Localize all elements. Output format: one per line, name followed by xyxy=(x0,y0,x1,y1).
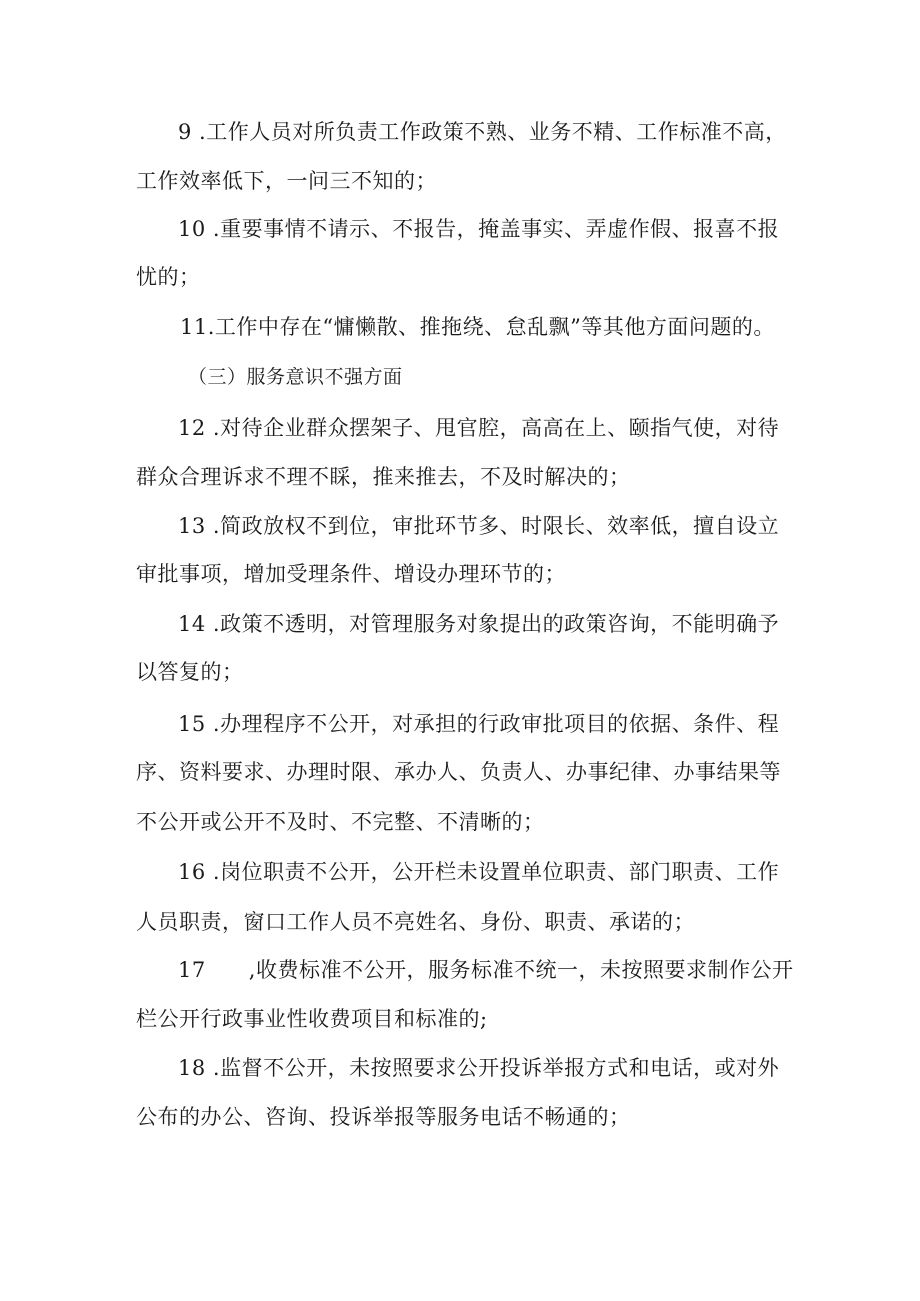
item-12-line-1: 12 .对待企业群众摆架子、甩官腔，高高在上、颐指气使，对待 xyxy=(178,416,780,440)
item-15-line-3: 不公开或公开不及时、不完整、不清晰的； xyxy=(136,810,545,834)
item-17-line-2: 栏公开行政事业性收费项目和标准的; xyxy=(136,1007,488,1031)
item-18-line-2: 公布的办公、咨询、投诉举报等服务电话不畅通的； xyxy=(136,1105,631,1129)
item-16-line-2: 人员职责，窗口工作人员不亮姓名、身份、职责、承诺的； xyxy=(136,910,695,934)
item-15-line-2: 序、资料要求、办理时限、承办人、负责人、办事纪律、办事结果等 xyxy=(136,760,781,784)
item-16-line-1: 16 .岗位职责不公开，公开栏未设置单位职责、部门职责、工作 xyxy=(178,860,780,884)
item-10-line-1: 10 .重要事情不请示、不报告，掩盖事实、弄虚作假、报喜不报 xyxy=(178,217,780,241)
item-14-line-2: 以答复的； xyxy=(136,660,244,684)
item-13-line-2: 审批事项，增加受理条件、增设办理环节的； xyxy=(136,562,566,586)
item-15-line-1: 15 .办理程序不公开，对承担的行政审批项目的依据、条件、程 xyxy=(178,712,780,736)
item-14-line-1: 14 .政策不透明，对管理服务对象提出的政策咨询，不能明确予 xyxy=(178,612,780,636)
item-17-line-1: 17 ,收费标准不公开，服务标准不统一，未按照要求制作公开 xyxy=(178,958,794,982)
item-18-line-1: 18 .监督不公开，未按照要求公开投诉举报方式和电话，或对外 xyxy=(178,1056,780,1080)
item-13-line-1: 13 .简政放权不到位，审批环节多、时限长、效率低，擅自设立 xyxy=(178,514,780,538)
item-9-line-1: 9 .工作人员对所负责工作政策不熟、业务不精、工作标准不高， xyxy=(178,120,787,144)
item-12-line-2: 群众合理诉求不理不睬，推来推去，不及时解决的； xyxy=(136,465,631,489)
item-9-line-2: 工作效率低下，一问三不知的； xyxy=(136,169,437,193)
item-10-line-2: 忧的； xyxy=(136,265,201,289)
item-11-line-1: 11.工作中存在“慵懒散、推拖绕、怠乱飘”等其他方面问题的。 xyxy=(180,315,775,339)
section-heading: （三）服务意识不强方面 xyxy=(188,366,403,388)
